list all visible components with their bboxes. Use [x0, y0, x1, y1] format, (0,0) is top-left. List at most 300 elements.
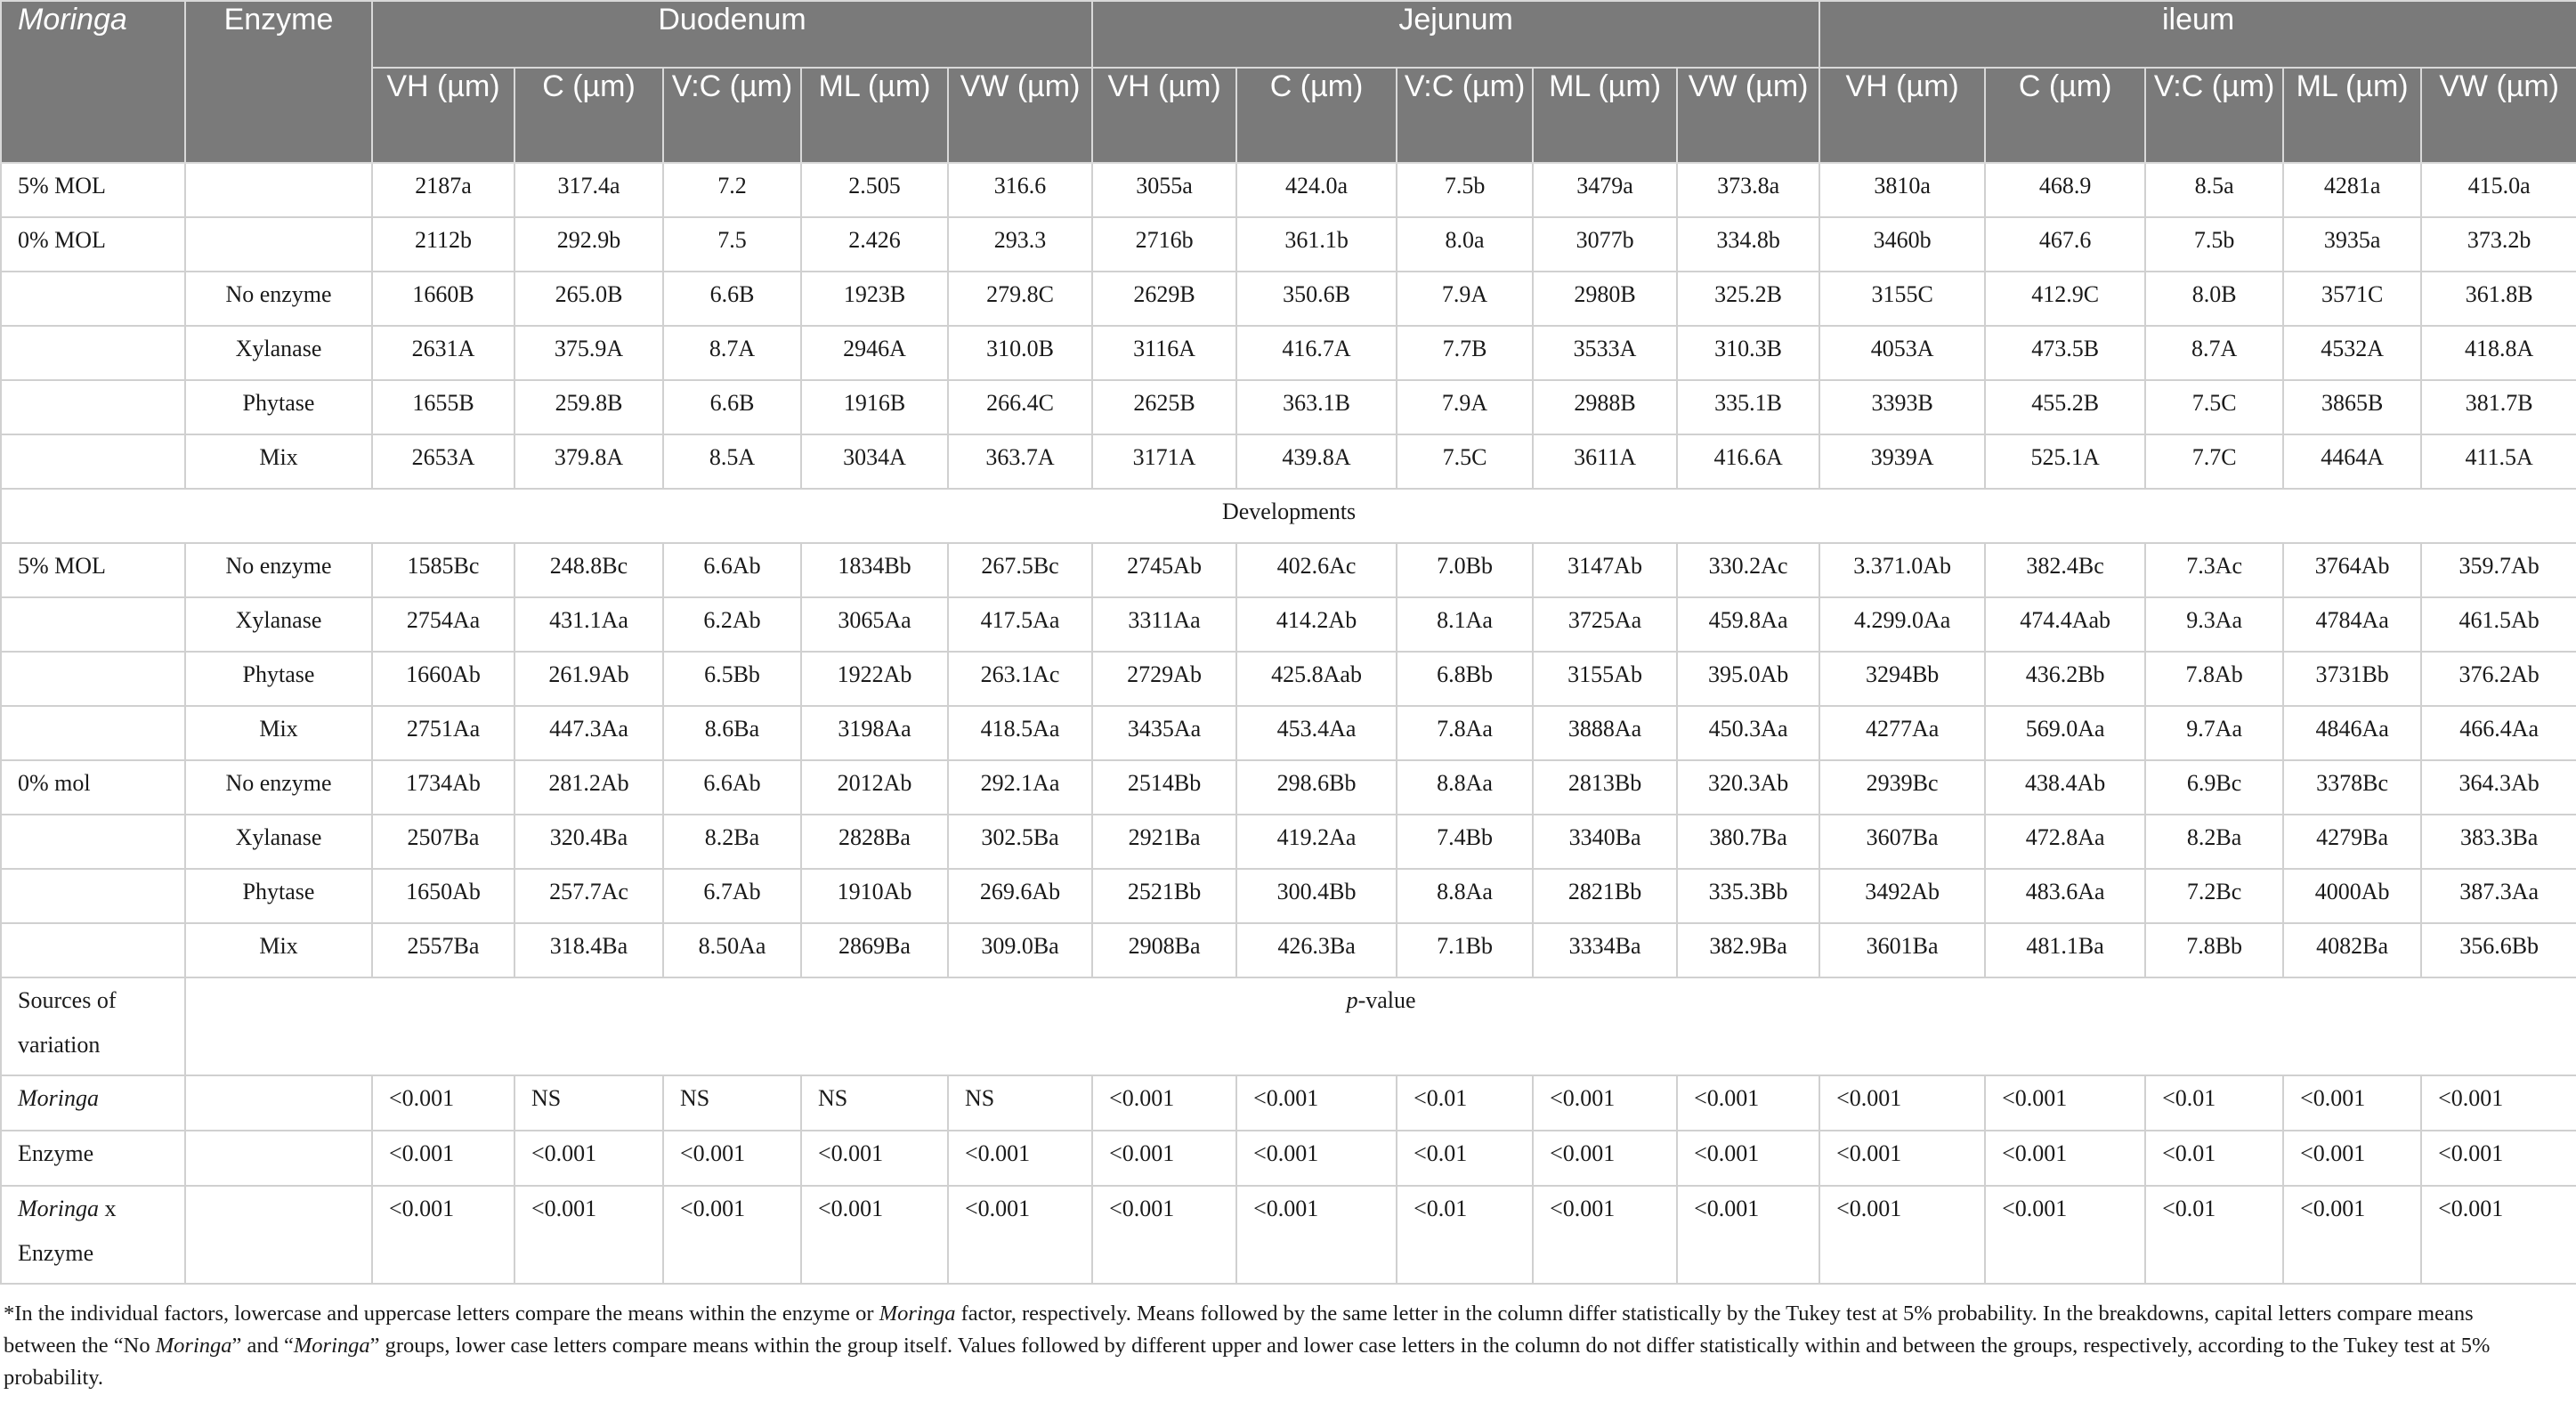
- value-cell: 4279Ba: [2283, 815, 2421, 869]
- pvalue-cell: <0.001: [1677, 1186, 1819, 1284]
- row-enzyme-cell: Mix: [185, 434, 372, 489]
- value-cell: 468.9: [1985, 163, 2145, 217]
- value-cell: 3888Aa: [1533, 706, 1677, 760]
- value-cell: 2625B: [1092, 380, 1236, 434]
- value-cell: 3147Ab: [1533, 543, 1677, 597]
- pvalue-suffix: -value: [1357, 987, 1416, 1013]
- value-cell: 1655B: [372, 380, 514, 434]
- footnote-text-3: factor, respectively. Means followed by the same letter in the column differ statistically by the Tukey test at 5% probability. In the breakdowns, capital letters compare means between the “No: [4, 1302, 2474, 1358]
- value-cell: 3810a: [1819, 163, 1985, 217]
- pvalue-label-text-a: Moringa: [18, 1196, 99, 1221]
- value-cell: 450.3Aa: [1677, 706, 1819, 760]
- subcol-header: ML (µm): [1533, 68, 1677, 163]
- value-cell: 361.1b: [1236, 217, 1397, 272]
- value-cell: 292.9b: [514, 217, 663, 272]
- value-cell: 4000Ab: [2283, 869, 2421, 923]
- value-cell: 318.4Ba: [514, 923, 663, 977]
- subcol-header: C (µm): [1985, 68, 2145, 163]
- pvalue-cell: <0.001: [1092, 1186, 1236, 1284]
- value-cell: 267.5Bc: [948, 543, 1092, 597]
- pvalue-row: [1, 1075, 2576, 1131]
- sources-label: Sources of variation: [1, 977, 185, 1075]
- value-cell: 3294Bb: [1819, 652, 1985, 706]
- value-cell: 1650Ab: [372, 869, 514, 923]
- segment-header-ileum: ileum: [1819, 1, 2576, 68]
- pvalue-cell: <0.001: [372, 1075, 514, 1131]
- value-cell: 8.5a: [2145, 163, 2283, 217]
- subcol-header: VH (µm): [1092, 68, 1236, 163]
- value-cell: 483.6Aa: [1985, 869, 2145, 923]
- value-cell: 3601Ba: [1819, 923, 1985, 977]
- value-cell: 3065Aa: [801, 597, 948, 652]
- value-cell: 2514Bb: [1092, 760, 1236, 815]
- value-cell: 416.7A: [1236, 326, 1397, 380]
- row-enzyme-cell: [185, 163, 372, 217]
- value-cell: 4053A: [1819, 326, 1985, 380]
- value-cell: 2813Bb: [1533, 760, 1677, 815]
- value-cell: 1660Ab: [372, 652, 514, 706]
- table-row: [1, 163, 2576, 217]
- pvalue-cell: <0.001: [1533, 1131, 1677, 1186]
- value-cell: 2557Ba: [372, 923, 514, 977]
- value-cell: 3460b: [1819, 217, 1985, 272]
- value-cell: 2946A: [801, 326, 948, 380]
- value-cell: 439.8A: [1236, 434, 1397, 489]
- value-cell: 2012Ab: [801, 760, 948, 815]
- value-cell: 3198Aa: [801, 706, 948, 760]
- value-cell: 4082Ba: [2283, 923, 2421, 977]
- row-enzyme-cell: Phytase: [185, 380, 372, 434]
- row-group-cell: [1, 869, 185, 923]
- value-cell: 2754Aa: [372, 597, 514, 652]
- footnote-text-1: *In the individual factors, lowercase and uppercase letters compare the means within the enzyme or: [4, 1302, 879, 1326]
- row-enzyme-cell: Xylanase: [185, 597, 372, 652]
- value-cell: 6.8Bb: [1397, 652, 1533, 706]
- subcol-header: ML (µm): [2283, 68, 2421, 163]
- pvalue-cell: <0.001: [1985, 1131, 2145, 1186]
- value-cell: 2.426: [801, 217, 948, 272]
- value-cell: 2745Ab: [1092, 543, 1236, 597]
- value-cell: 2939Bc: [1819, 760, 1985, 815]
- value-cell: 412.9C: [1985, 272, 2145, 326]
- value-cell: 302.5Ba: [948, 815, 1092, 869]
- value-cell: 7.0Bb: [1397, 543, 1533, 597]
- value-cell: 6.7Ab: [663, 869, 801, 923]
- value-cell: 1585Bc: [372, 543, 514, 597]
- pvalue-label-text: Enzyme: [18, 1140, 94, 1166]
- pvalue-cell: <0.001: [801, 1131, 948, 1186]
- subcol-header: V:C (µm): [1397, 68, 1533, 163]
- value-cell: 334.8b: [1677, 217, 1819, 272]
- pvalue-cell: <0.001: [1236, 1131, 1397, 1186]
- row-group-cell: [1, 434, 185, 489]
- value-cell: 335.1B: [1677, 380, 1819, 434]
- value-cell: 320.3Ab: [1677, 760, 1819, 815]
- row-enzyme-cell: No enzyme: [185, 760, 372, 815]
- row-group-cell: 5% MOL: [1, 163, 185, 217]
- value-cell: 7.8Aa: [1397, 706, 1533, 760]
- value-cell: 525.1A: [1985, 434, 2145, 489]
- value-cell: 411.5A: [2421, 434, 2576, 489]
- pvalue-cell: <0.001: [2421, 1186, 2576, 1284]
- value-cell: 436.2Bb: [1985, 652, 2145, 706]
- subcol-header: VW (µm): [1677, 68, 1819, 163]
- developments-row: [1, 489, 2576, 543]
- pvalue-cell: <0.01: [1397, 1131, 1533, 1186]
- pvalue-header: [185, 977, 2576, 1075]
- value-cell: 7.5: [663, 217, 801, 272]
- value-cell: 387.3Aa: [2421, 869, 2576, 923]
- col-header-moringa: Moringa: [1, 1, 185, 163]
- value-cell: 373.2b: [2421, 217, 2576, 272]
- value-cell: 8.8Aa: [1397, 869, 1533, 923]
- value-cell: 7.9A: [1397, 380, 1533, 434]
- row-enzyme-cell: No enzyme: [185, 543, 372, 597]
- pvalue-empty-cell: [185, 1131, 372, 1186]
- pvalue-cell: <0.001: [2283, 1131, 2421, 1186]
- pvalue-cell: <0.001: [1092, 1075, 1236, 1131]
- pvalue-cell: NS: [514, 1075, 663, 1131]
- pvalue-cell: NS: [801, 1075, 948, 1131]
- value-cell: 7.5C: [1397, 434, 1533, 489]
- value-cell: 414.2Ab: [1236, 597, 1397, 652]
- subcol-header: C (µm): [1236, 68, 1397, 163]
- value-cell: 335.3Bb: [1677, 869, 1819, 923]
- value-cell: 2716b: [1092, 217, 1236, 272]
- value-cell: 7.7B: [1397, 326, 1533, 380]
- pvalue-cell: <0.001: [1819, 1131, 1985, 1186]
- value-cell: 265.0B: [514, 272, 663, 326]
- value-cell: 3764Ab: [2283, 543, 2421, 597]
- pvalue-cell: NS: [948, 1075, 1092, 1131]
- value-cell: 7.8Bb: [2145, 923, 2283, 977]
- value-cell: 1660B: [372, 272, 514, 326]
- value-cell: 1910Ab: [801, 869, 948, 923]
- value-cell: 3492Ab: [1819, 869, 1985, 923]
- value-cell: 418.5Aa: [948, 706, 1092, 760]
- subcol-header: ML (µm): [801, 68, 948, 163]
- value-cell: 9.3Aa: [2145, 597, 2283, 652]
- value-cell: 453.4Aa: [1236, 706, 1397, 760]
- value-cell: 6.9Bc: [2145, 760, 2283, 815]
- value-cell: 7.2Bc: [2145, 869, 2283, 923]
- value-cell: 2653A: [372, 434, 514, 489]
- row-enzyme-cell: Xylanase: [185, 815, 372, 869]
- table-row: [1, 652, 2576, 706]
- value-cell: 8.6Ba: [663, 706, 801, 760]
- pvalue-cell: <0.01: [1397, 1186, 1533, 1284]
- value-cell: 379.8A: [514, 434, 663, 489]
- value-cell: 426.3Ba: [1236, 923, 1397, 977]
- pvalue-cell: <0.01: [1397, 1075, 1533, 1131]
- value-cell: 2980B: [1533, 272, 1677, 326]
- developments-label: Developments: [1, 489, 2576, 543]
- value-cell: 361.8B: [2421, 272, 2576, 326]
- value-cell: 7.1Bb: [1397, 923, 1533, 977]
- table-row: [1, 434, 2576, 489]
- value-cell: 381.7B: [2421, 380, 2576, 434]
- value-cell: 7.5b: [1397, 163, 1533, 217]
- value-cell: 4.299.0Aa: [1819, 597, 1985, 652]
- table-row: [1, 272, 2576, 326]
- value-cell: 3611A: [1533, 434, 1677, 489]
- value-cell: 467.6: [1985, 217, 2145, 272]
- row-group-cell: 0% MOL: [1, 217, 185, 272]
- value-cell: 481.1Ba: [1985, 923, 2145, 977]
- value-cell: 8.0a: [1397, 217, 1533, 272]
- value-cell: 3393B: [1819, 380, 1985, 434]
- row-group-cell: 0% mol: [1, 760, 185, 815]
- value-cell: 474.4Aab: [1985, 597, 2145, 652]
- value-cell: 455.2B: [1985, 380, 2145, 434]
- value-cell: 402.6Ac: [1236, 543, 1397, 597]
- value-cell: 4784Aa: [2283, 597, 2421, 652]
- header-row-1: [1, 1, 2576, 68]
- value-cell: 3155C: [1819, 272, 1985, 326]
- value-cell: 350.6B: [1236, 272, 1397, 326]
- value-cell: 2988B: [1533, 380, 1677, 434]
- value-cell: 259.8B: [514, 380, 663, 434]
- row-enzyme-cell: Mix: [185, 923, 372, 977]
- sources-row: [1, 977, 2576, 1075]
- pvalue-cell: <0.001: [663, 1131, 801, 1186]
- pvalue-row-label: [1, 1131, 185, 1186]
- pvalue-cell: <0.001: [1985, 1075, 2145, 1131]
- value-cell: 373.8a: [1677, 163, 1819, 217]
- pvalue-cell: <0.01: [2145, 1131, 2283, 1186]
- value-cell: 466.4Aa: [2421, 706, 2576, 760]
- table-row: [1, 923, 2576, 977]
- table-footnote: [0, 1298, 2549, 1394]
- value-cell: 2507Ba: [372, 815, 514, 869]
- value-cell: 3116A: [1092, 326, 1236, 380]
- value-cell: 7.9A: [1397, 272, 1533, 326]
- row-enzyme-cell: [185, 217, 372, 272]
- value-cell: 6.5Bb: [663, 652, 801, 706]
- subcol-header: C (µm): [514, 68, 663, 163]
- value-cell: 356.6Bb: [2421, 923, 2576, 977]
- value-cell: 473.5B: [1985, 326, 2145, 380]
- subcol-header: VW (µm): [2421, 68, 2576, 163]
- value-cell: 4532A: [2283, 326, 2421, 380]
- value-cell: 419.2Aa: [1236, 815, 1397, 869]
- value-cell: 269.6Ab: [948, 869, 1092, 923]
- value-cell: 3340Ba: [1533, 815, 1677, 869]
- pvalue-label-text-b: x Enzyme: [18, 1196, 117, 1266]
- value-cell: 2921Ba: [1092, 815, 1236, 869]
- value-cell: 2629B: [1092, 272, 1236, 326]
- row-group-cell: [1, 326, 185, 380]
- segment-header-jejunum: Jejunum: [1092, 1, 1819, 68]
- pvalue-cell: <0.001: [1236, 1186, 1397, 1284]
- subcol-header: VW (µm): [948, 68, 1092, 163]
- pvalue-cell: <0.01: [2145, 1075, 2283, 1131]
- value-cell: 7.8Ab: [2145, 652, 2283, 706]
- col-header-enzyme: Enzyme: [185, 1, 372, 163]
- value-cell: 7.5b: [2145, 217, 2283, 272]
- pvalue-cell: <0.001: [801, 1186, 948, 1284]
- value-cell: 3939A: [1819, 434, 1985, 489]
- table-row: [1, 869, 2576, 923]
- value-cell: 8.50Aa: [663, 923, 801, 977]
- pvalue-empty-cell: [185, 1075, 372, 1131]
- value-cell: 417.5Aa: [948, 597, 1092, 652]
- row-group-cell: [1, 380, 185, 434]
- value-cell: 298.6Bb: [1236, 760, 1397, 815]
- footnote-text-5: ” and “: [231, 1334, 294, 1358]
- value-cell: 8.7A: [2145, 326, 2283, 380]
- pvalue-cell: <0.001: [514, 1186, 663, 1284]
- value-cell: 3378Bc: [2283, 760, 2421, 815]
- value-cell: 3533A: [1533, 326, 1677, 380]
- value-cell: 7.5C: [2145, 380, 2283, 434]
- row-group-cell: 5% MOL: [1, 543, 185, 597]
- value-cell: 2112b: [372, 217, 514, 272]
- row-group-cell: [1, 597, 185, 652]
- value-cell: 2869Ba: [801, 923, 948, 977]
- pvalue-row-label: [1, 1186, 185, 1284]
- value-cell: 279.8C: [948, 272, 1092, 326]
- value-cell: 4281a: [2283, 163, 2421, 217]
- row-group-cell: [1, 706, 185, 760]
- row-enzyme-cell: Xylanase: [185, 326, 372, 380]
- value-cell: 3077b: [1533, 217, 1677, 272]
- table-row: [1, 597, 2576, 652]
- value-cell: 3055a: [1092, 163, 1236, 217]
- value-cell: 7.2: [663, 163, 801, 217]
- pvalue-cell: <0.001: [1819, 1075, 1985, 1131]
- value-cell: 3171A: [1092, 434, 1236, 489]
- pvalue-empty-cell: [185, 1186, 372, 1284]
- pvalue-cell: <0.001: [514, 1131, 663, 1186]
- value-cell: 263.1Ac: [948, 652, 1092, 706]
- value-cell: 447.3Aa: [514, 706, 663, 760]
- value-cell: 3607Ba: [1819, 815, 1985, 869]
- pvalue-cell: <0.001: [948, 1186, 1092, 1284]
- pvalue-cell: <0.001: [1819, 1186, 1985, 1284]
- value-cell: 8.2Ba: [663, 815, 801, 869]
- value-cell: 3.371.0Ab: [1819, 543, 1985, 597]
- value-cell: 310.3B: [1677, 326, 1819, 380]
- value-cell: 363.1B: [1236, 380, 1397, 434]
- value-cell: 569.0Aa: [1985, 706, 2145, 760]
- value-cell: 2828Ba: [801, 815, 948, 869]
- value-cell: 431.1Aa: [514, 597, 663, 652]
- value-cell: 6.2Ab: [663, 597, 801, 652]
- value-cell: 6.6Ab: [663, 543, 801, 597]
- value-cell: 8.2Ba: [2145, 815, 2283, 869]
- segment-header-duodenum: Duodenum: [372, 1, 1092, 68]
- value-cell: 3865B: [2283, 380, 2421, 434]
- value-cell: 317.4a: [514, 163, 663, 217]
- pvalue-cell: NS: [663, 1075, 801, 1131]
- pvalue-cell: <0.001: [1236, 1075, 1397, 1131]
- pvalue-cell: <0.001: [2283, 1186, 2421, 1284]
- value-cell: 8.1Aa: [1397, 597, 1533, 652]
- pvalue-cell: <0.001: [372, 1131, 514, 1186]
- value-cell: 3571C: [2283, 272, 2421, 326]
- table-row: [1, 380, 2576, 434]
- value-cell: 6.6B: [663, 380, 801, 434]
- value-cell: 1922Ab: [801, 652, 948, 706]
- value-cell: 316.6: [948, 163, 1092, 217]
- pvalue-label-text: Moringa: [18, 1085, 99, 1111]
- subcol-header: V:C (µm): [2145, 68, 2283, 163]
- footnote-text-7: ” groups, lower case letters compare means within the group itself. Values followed by different upper and lower case letters in the column do not differ statistically within and between the groups, respectively, according to the Tukey test at 5% probability.: [4, 1334, 2491, 1390]
- footnote-text-6: Moringa: [293, 1334, 370, 1358]
- value-cell: 363.7A: [948, 434, 1092, 489]
- pvalue-cell: <0.001: [1092, 1131, 1236, 1186]
- value-cell: 3725Aa: [1533, 597, 1677, 652]
- value-cell: 1734Ab: [372, 760, 514, 815]
- table-row: [1, 326, 2576, 380]
- value-cell: 300.4Bb: [1236, 869, 1397, 923]
- value-cell: 2908Ba: [1092, 923, 1236, 977]
- table-row: [1, 217, 2576, 272]
- value-cell: 320.4Ba: [514, 815, 663, 869]
- row-group-cell: [1, 652, 185, 706]
- value-cell: 383.3Ba: [2421, 815, 2576, 869]
- subcol-header: VH (µm): [1819, 68, 1985, 163]
- table-row: [1, 760, 2576, 815]
- value-cell: 2821Bb: [1533, 869, 1677, 923]
- value-cell: 6.6Ab: [663, 760, 801, 815]
- value-cell: 3935a: [2283, 217, 2421, 272]
- pvalue-cell: <0.01: [2145, 1186, 2283, 1284]
- value-cell: 375.9A: [514, 326, 663, 380]
- value-cell: 415.0a: [2421, 163, 2576, 217]
- pvalue-cell: <0.001: [2283, 1075, 2421, 1131]
- value-cell: 2.505: [801, 163, 948, 217]
- row-group-cell: [1, 923, 185, 977]
- pvalue-cell: <0.001: [1533, 1186, 1677, 1284]
- value-cell: 2521Bb: [1092, 869, 1236, 923]
- value-cell: 364.3Ab: [2421, 760, 2576, 815]
- pvalue-cell: <0.001: [1533, 1075, 1677, 1131]
- table-row: [1, 706, 2576, 760]
- header-row-2: [1, 68, 2576, 163]
- value-cell: 8.5A: [663, 434, 801, 489]
- value-cell: 3034A: [801, 434, 948, 489]
- value-cell: 461.5Ab: [2421, 597, 2576, 652]
- value-cell: 459.8Aa: [1677, 597, 1819, 652]
- value-cell: 3731Bb: [2283, 652, 2421, 706]
- pvalue-row-label: [1, 1075, 185, 1131]
- pvalue-cell: <0.001: [1985, 1186, 2145, 1284]
- value-cell: 293.3: [948, 217, 1092, 272]
- pvalue-cell: <0.001: [663, 1186, 801, 1284]
- value-cell: 266.4C: [948, 380, 1092, 434]
- pvalue-cell: <0.001: [1677, 1075, 1819, 1131]
- value-cell: 3479a: [1533, 163, 1677, 217]
- value-cell: 8.8Aa: [1397, 760, 1533, 815]
- value-cell: 8.7A: [663, 326, 801, 380]
- value-cell: 3334Ba: [1533, 923, 1677, 977]
- value-cell: 425.8Aab: [1236, 652, 1397, 706]
- value-cell: 376.2Ab: [2421, 652, 2576, 706]
- value-cell: 309.0Ba: [948, 923, 1092, 977]
- row-enzyme-cell: No enzyme: [185, 272, 372, 326]
- table-row: [1, 815, 2576, 869]
- value-cell: 4464A: [2283, 434, 2421, 489]
- value-cell: 380.7Ba: [1677, 815, 1819, 869]
- subcol-header: VH (µm): [372, 68, 514, 163]
- pvalue-cell: <0.001: [948, 1131, 1092, 1186]
- value-cell: 382.9Ba: [1677, 923, 1819, 977]
- value-cell: 3155Ab: [1533, 652, 1677, 706]
- value-cell: 261.9Ab: [514, 652, 663, 706]
- value-cell: 7.3Ac: [2145, 543, 2283, 597]
